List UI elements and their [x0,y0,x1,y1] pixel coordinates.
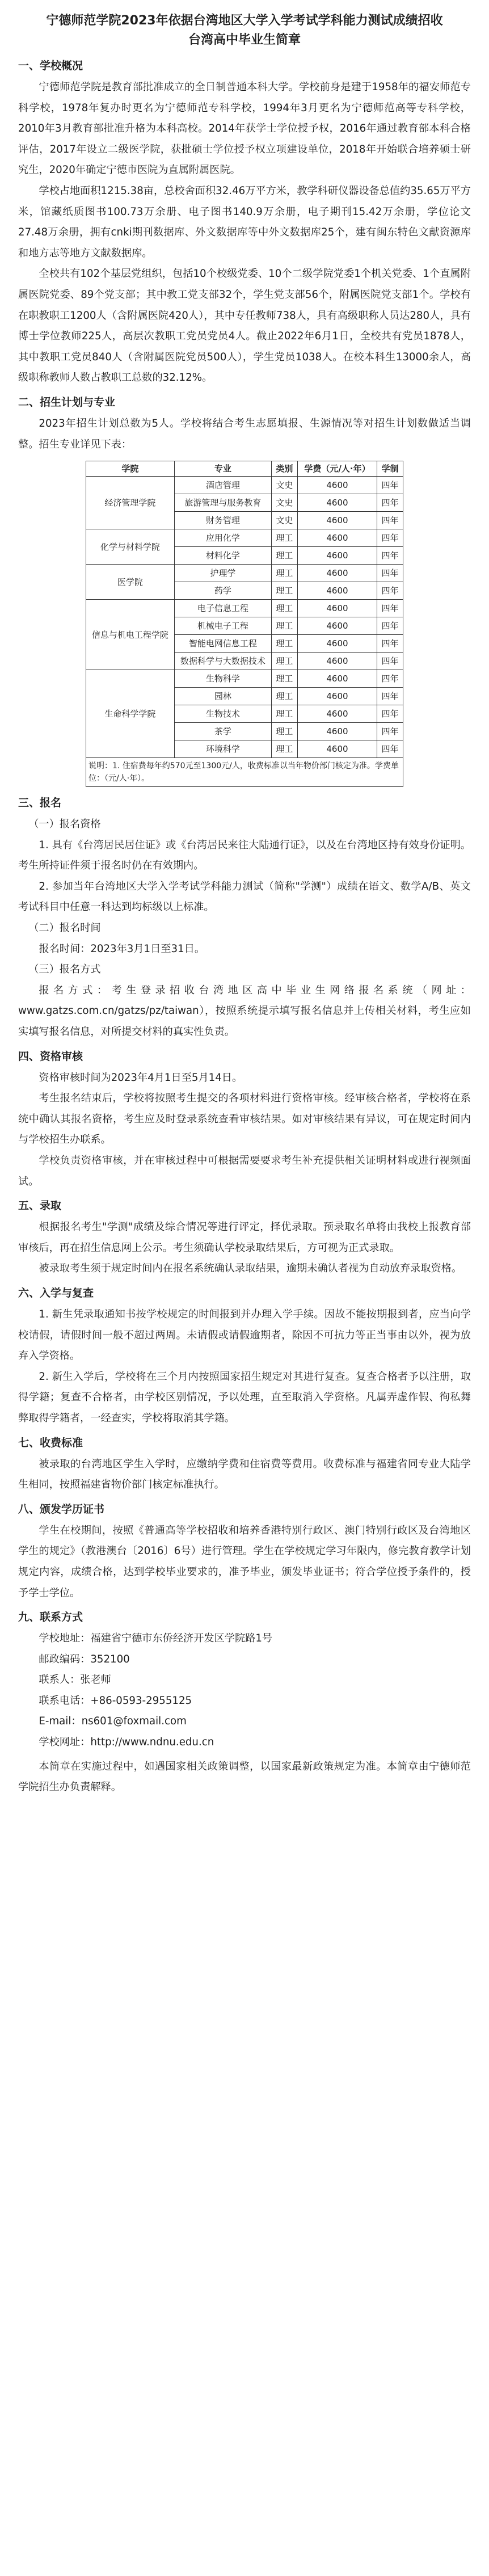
cell-tuition: 4600 [297,565,377,582]
section-heading-enrollment: 六、入学与复查 [18,1286,94,1299]
school-overview-paragraph: 学校占地面积1215.38亩，总校舍面积32.46万平方米，教学科研仪器设备总值约35.65万平方米，馆藏纸质图书100.73万余册、电子图书140.9万余册，电子期刊15.42万余册，学位论文27.48万余册，拥有cnki期刊数据库、外文数据库等中外文数据库25个，建有闽东特色文献资源库和地方志等地方文献数据库。 [18,184,471,259]
cell-category: 理工 [272,582,298,600]
cell-tuition: 4600 [297,705,377,723]
section-heading-admission: 五、录取 [18,1199,62,1213]
table-row [86,477,403,494]
cell-years: 四年 [377,688,403,705]
cell-college: 信息与机电工程学院 [86,600,175,670]
contact-email[interactable]: E-mail：ns601@foxmail.com [39,1715,187,1728]
column-header-tuition: 学费（元/人·年） [297,461,377,477]
table-row [86,600,403,617]
column-header-major: 专业 [174,461,271,477]
cell-years: 四年 [377,740,403,758]
section-heading-contact: 九、联系方式 [18,1611,83,1624]
cell-category: 理工 [272,653,298,670]
section-heading-review: 四、资格审核 [18,1050,83,1063]
cell-tuition: 4600 [297,582,377,600]
table-row [86,565,403,582]
certificate-paragraph: 学生在校期间，按照《普通高等学校招收和培养香港特别行政区、澳门特别行政区及台湾地区学生的规定》（教港澳台〔2016〕6号）进行管理。学生在学校规定学习年限内，修完教育教学计划规定内容，成绩合格，达到学校毕业要求的，准予毕业，颁发毕业证书；符合学位授予条件的，授予学士学位。 [18,1524,471,1599]
cell-tuition: 4600 [297,688,377,705]
major-table-body [86,477,403,758]
cell-major: 财务管理 [174,512,271,529]
cell-major: 酒店管理 [174,477,271,494]
cell-major: 园林 [174,688,271,705]
contact-postcode: 邮政编码：352100 [39,1653,130,1665]
column-header-years: 学制 [377,461,403,477]
signup-time-text: 报名时间：2023年3月1日至31日。 [39,942,205,955]
cell-years: 四年 [377,723,403,740]
cell-major: 旅游管理与服务教育 [174,494,271,512]
table-header-row [86,461,403,477]
cell-tuition: 4600 [297,477,377,494]
cell-major: 材料化学 [174,547,271,565]
cell-tuition: 4600 [297,547,377,565]
table-row [86,670,403,688]
cell-major: 生物科学 [174,670,271,688]
cell-years: 四年 [377,653,403,670]
cell-college: 生命科学学院 [86,670,175,758]
cell-major: 应用化学 [174,529,271,547]
review-paragraph: 考生报名结束后，学校将按照考生提交的各项材料进行资格审核。经审核合格者，学校将在系统中确认其报名资格，考生应及时登录系统查看审核结果。如对审核结果有异议，可在规定时间内与学校招生办联系。 [18,1092,471,1146]
signup-conditions-title: （一）报名资格 [28,818,101,831]
cell-category: 理工 [272,565,298,582]
contact-person: 联系人：张老师 [39,1674,111,1686]
section-heading-certificate: 八、颁发学历证书 [18,1502,105,1516]
cell-years: 四年 [377,617,403,635]
section-heading-admission-plan: 二、招生计划与专业 [18,395,116,409]
review-paragraph: 学校负责资格审核，并在审核过程中可根据需要要求考生补充提供相关证明材料或进行视频面试。 [18,1155,471,1188]
cell-major: 数据科学与大数据技术 [174,653,271,670]
cell-tuition: 4600 [297,494,377,512]
cell-years: 四年 [377,529,403,547]
cell-years: 四年 [377,582,403,600]
cell-tuition: 4600 [297,723,377,740]
enrollment-paragraph: 2. 新生入学后，学校将在三个月内按照国家招生规定对其进行复查。复查合格者予以注册，取得学籍；复查不合格者，由学校区别情况，予以处理，直至取消入学资格。凡属弄虚作假、徇私舞弊取得学籍者，一经查实，学校将取消其学籍。 [18,1370,471,1424]
cell-category: 理工 [272,547,298,565]
cell-major: 电子信息工程 [174,600,271,617]
page-title: 宁德师范学院2023年依据台湾地区大学入学考试学科能力测试成绩招收台湾高中毕业生简章 [46,14,443,47]
school-overview-paragraph: 全校共有102个基层党组织，包括10个校级党委、10个二级学院党委1个机关党委、1个直属附属医院党委、89个党支部；其中教工党支部32个，学生党支部56个，附属医院党支部1个。学校有在职教职工1200人（含附属医院420人），其中专任教师738人，具有高级职称人员达280人，具有博士学位教师225人，高层次教职工党员党员4人。截止2022年6月1日，全校共有党员1878人，其中教职工党员840人（含附属医院党员500人），学生党员1038人。在校本科生13000余人，高级职称教师人数占教职工总数的32.12%。 [18,268,471,384]
cell-years: 四年 [377,635,403,653]
cell-college: 化学与材料学院 [86,529,175,565]
cell-tuition: 4600 [297,529,377,547]
cell-college: 经济管理学院 [86,477,175,529]
cell-category: 理工 [272,635,298,653]
cell-tuition: 4600 [297,670,377,688]
table-note-row [86,758,403,787]
cell-category: 文史 [272,512,298,529]
column-header-category: 类别 [272,461,298,477]
cell-category: 文史 [272,477,298,494]
cell-category: 理工 [272,740,298,758]
admission-paragraph: 被录取考生须于规定时间内在报名系统确认录取结果，逾期未确认者视为自动放弃录取资格。 [39,1262,462,1275]
cell-category: 理工 [272,529,298,547]
cell-category: 理工 [272,617,298,635]
cell-tuition: 4600 [297,617,377,635]
cell-category: 理工 [272,688,298,705]
closing-note: 本简章在实施过程中，如遇国家相关政策调整，以国家最新政策规定为准。本简章由宁德师范学院招生办负责解释。 [18,1760,471,1794]
cell-tuition: 4600 [297,740,377,758]
cell-major: 智能电网信息工程 [174,635,271,653]
cell-category: 理工 [272,705,298,723]
major-table-wrapper [18,461,471,787]
cell-years: 四年 [377,477,403,494]
fees-paragraph: 被录取的台湾地区学生入学时，应缴纳学费和住宿费等费用。收费标准与福建省同专业大陆学生相同，按照福建省物价部门核定标准执行。 [18,1458,471,1491]
enrollment-paragraph: 1. 新生凭录取通知书按学校规定的时间报到并办理入学手续。因故不能按期报到者，应当向学校请假，请假时间一般不超过两周。未请假或请假逾期者，除因不可抗力等正当事由以外，视为放弃入学资格。 [18,1308,471,1362]
cell-years: 四年 [377,565,403,582]
cell-major: 机械电子工程 [174,617,271,635]
section-heading-fees: 七、收费标准 [18,1436,83,1449]
cell-tuition: 4600 [297,600,377,617]
contact-phone: 联系电话：+86-0593-2955125 [39,1694,192,1707]
cell-major: 环境科学 [174,740,271,758]
cell-major: 生物技术 [174,705,271,723]
admission-paragraph: 根据报名考生"学测"成绩及综合情况等进行评定，择优录取。预录取名单将由我校上报教育部审核后，再在招生信息网上公示。考生须确认学校录取结果后，方可视为正式录取。 [18,1221,471,1254]
cell-college: 医学院 [86,565,175,600]
cell-years: 四年 [377,547,403,565]
signup-time-title: （二）报名时间 [28,922,101,935]
signup-method-title: （三）报名方式 [28,963,101,976]
cell-category: 理工 [272,670,298,688]
cell-years: 四年 [377,705,403,723]
section-heading-school-overview: 一、学校概况 [18,60,83,72]
cell-tuition: 4600 [297,653,377,670]
school-overview-paragraph: 宁德师范学院是教育部批准成立的全日制普通本科大学。学校前身是建于1958年的福安师范专科学校，1978年复办时更名为宁德师范专科学校，1994年3月更名为宁德师范高等专科学校，2010年3月教育部批准升格为本科高校。2014年获学士学位授予权，2016年通过教育部本科合格评估，2017年设立二级医学院，获批硕士学位授予权立项建设单位，2018年开始联合培养硕士研究生，2020年确定宁德市医院为直属附属医院。 [18,81,471,176]
cell-category: 文史 [272,494,298,512]
contact-address: 学校地址：福建省宁德市东侨经济开发区学院路1号 [39,1632,273,1645]
admission-plan-intro: 2023年招生计划总数为5人。学校将结合考生志愿填报、生源情况等对招生计划数做适当调整。招生专业详见下表： [18,417,471,451]
contact-website[interactable]: 学校网址：http://www.ndnu.edu.cn [39,1736,214,1749]
review-paragraph: 资格审核时间为2023年4月1日至5月14日。 [39,1071,243,1084]
cell-tuition: 4600 [297,635,377,653]
cell-major: 茶学 [174,723,271,740]
cell-years: 四年 [377,600,403,617]
signup-condition-item: 1. 具有《台湾居民居住证》或《台湾居民来往大陆通行证》，以及在台湾地区持有效身份证明。考生所持证件须于报名时仍在有效期内。 [18,839,471,872]
cell-tuition: 4600 [297,512,377,529]
major-plan-table [86,461,403,787]
cell-years: 四年 [377,494,403,512]
cell-category: 理工 [272,600,298,617]
table-note: 说明：1. 住宿费每年约570元至1300元/人，收费标准以当年物价部门核定为准。学费单位：（元/人·年）。 [86,758,403,787]
section-heading-signup: 三、报名 [18,797,62,810]
signup-method-text: 报名方式：考生登录招收台湾地区高中毕业生网络报名系统（网址：www.gatzs.com.cn/gatzs/pz/taiwan），按照系统提示填写报名信息并上传相关材料，考生应如实填写报名信息，对所提交材料的真实性负责。 [18,984,471,1038]
cell-major: 药学 [174,582,271,600]
column-header-college: 学院 [86,461,175,477]
signup-condition-item: 2. 参加当年台湾地区大学入学考试学科能力测试（简称"学测"）成绩在语文、数学A/B、英文考试科目中任意一科达到均标级以上标准。 [18,880,471,914]
cell-years: 四年 [377,670,403,688]
cell-years: 四年 [377,512,403,529]
cell-category: 理工 [272,723,298,740]
cell-major: 护理学 [174,565,271,582]
table-row [86,529,403,547]
